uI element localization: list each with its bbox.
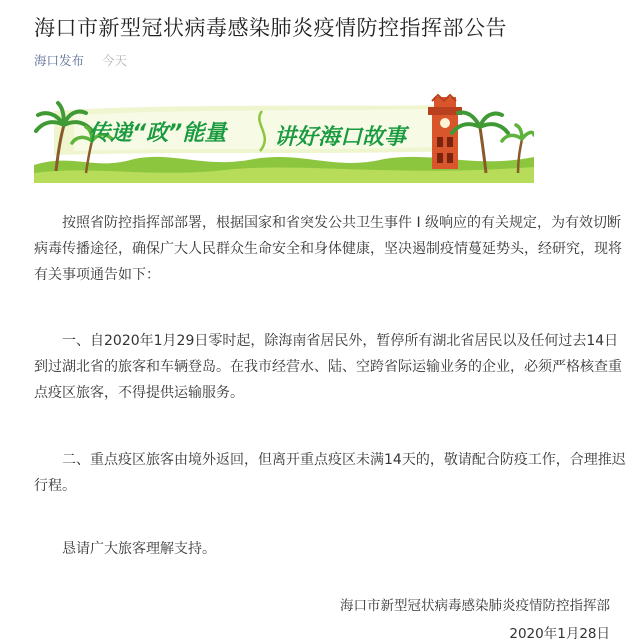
paragraph-item-1: 一、自2020年1月29日零时起，除海南省居民外，暂停所有湖北省居民以及任何过去14日到过湖北省的旅客和车辆登岛。在我市经营水、陆、空跨省际运输业务的企业，必须严格核查重点疫区旅客，不得提供运输服务。 — [34, 333, 622, 401]
banner-image — [34, 93, 534, 183]
publish-time: 今天 — [102, 53, 128, 68]
source-link[interactable]: 海口发布 — [34, 53, 85, 68]
article-meta — [34, 51, 127, 69]
paragraph-intro: 按照省防控指挥部部署，根据国家和省突发公共卫生事件 I 级响应的有关规定，为有效切断病毒传播途径，确保广大人民群众生命安全和身体健康，坚决遏制疫情蔓延势头，经研究，现将有关事项通告如下： — [34, 215, 622, 283]
signature-date: 2020年1月28日 — [509, 626, 610, 642]
banner-slogan-left: 传递“政”能量 — [88, 121, 227, 146]
page-title: 海口市新型冠状病毒感染肺炎疫情防控指挥部公告 — [34, 16, 507, 40]
paragraph-item-2: 二、重点疫区旅客由境外返回，但离开重点疫区未满14天的，敬请配合防疫工作，合理推迟行程。 — [34, 452, 626, 494]
paragraph-closing: 恳请广大旅客理解支持。 — [62, 541, 216, 557]
signature-org: 海口市新型冠状病毒感染肺炎疫情防控指挥部 — [340, 598, 610, 614]
banner-slogan-right: 讲好海口故事 — [274, 125, 407, 150]
